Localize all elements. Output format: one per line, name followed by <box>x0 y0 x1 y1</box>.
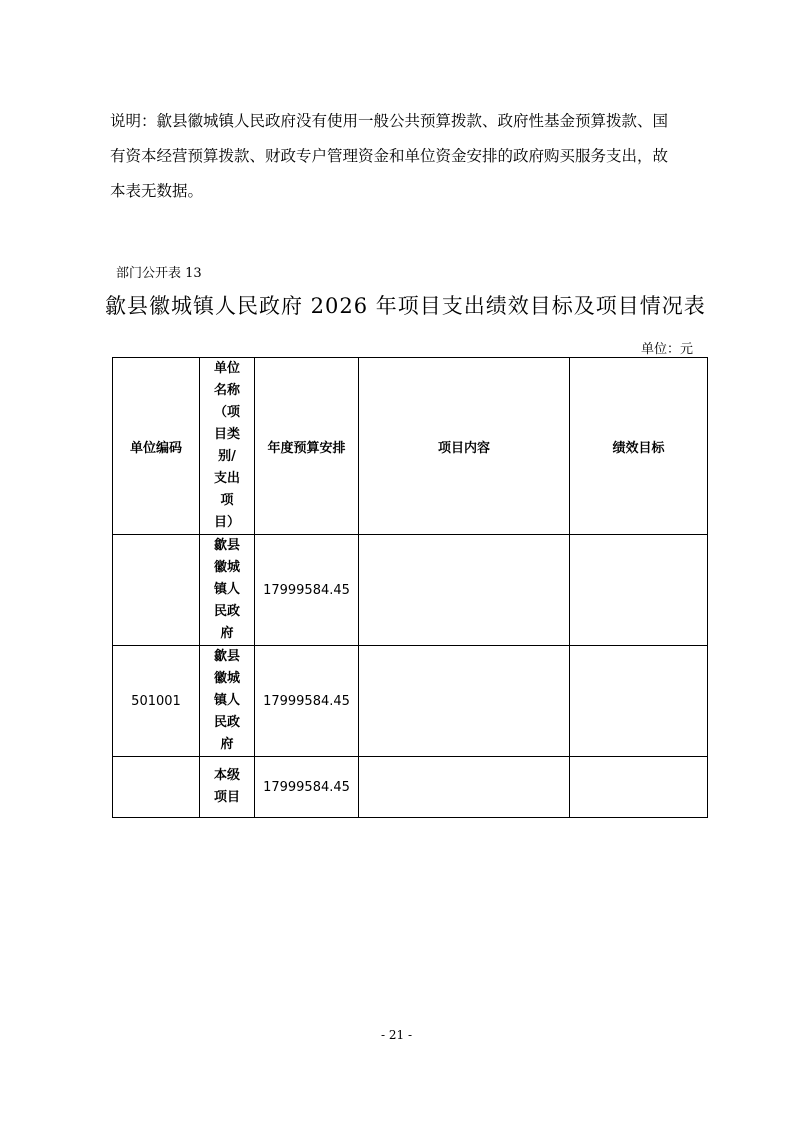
cell-unit-name-text: 歙县徽城镇人民政府 <box>213 649 240 752</box>
table-label: 部门公开表 13 <box>116 266 202 281</box>
cell-unit-name-text: 本级项目 <box>213 768 240 805</box>
header-unit-code: 单位编码 <box>113 358 200 535</box>
cell-unit-name <box>200 646 255 757</box>
note-line: 本表无数据。 <box>110 182 204 200</box>
cell-content <box>359 646 570 757</box>
header-row <box>113 358 708 535</box>
cell-unit-name <box>200 535 255 646</box>
project-performance-table <box>112 357 708 818</box>
header-project-content: 项目内容 <box>359 358 570 535</box>
table-row <box>113 535 708 646</box>
cell-content <box>359 757 570 818</box>
header-annual-budget: 年度预算安排 <box>255 358 359 535</box>
cell-unit-name-text: 歙县徽城镇人民政府 <box>213 538 240 641</box>
cell-target <box>570 757 708 818</box>
cell-budget: 17999584.45 <box>255 757 359 818</box>
table-row <box>113 646 708 757</box>
cell-budget: 17999584.45 <box>255 535 359 646</box>
cell-target <box>570 646 708 757</box>
cell-target <box>570 535 708 646</box>
note-line: 说明：歙县徽城镇人民政府没有使用一般公共预算拨款、政府性基金预算拨款、国 <box>110 112 669 130</box>
cell-content <box>359 535 570 646</box>
cell-unit-name <box>200 757 255 818</box>
cell-unit-code <box>113 757 200 818</box>
cell-budget: 17999584.45 <box>255 646 359 757</box>
page-title: 歙县徽城镇人民政府 2026 年项目支出绩效目标及项目情况表 <box>105 294 706 318</box>
header-unit-name <box>200 358 255 535</box>
page-number: - 21 - <box>380 1028 412 1042</box>
header-performance-target: 绩效目标 <box>570 358 708 535</box>
note-line: 有资本经营预算拨款、财政专户管理资金和单位资金安排的政府购买服务支出，故 <box>110 147 669 165</box>
explanation-note <box>110 104 696 209</box>
cell-unit-code <box>113 535 200 646</box>
unit-label: 单位：元 <box>640 342 693 357</box>
table-row <box>113 757 708 818</box>
header-unit-name-text: 单位名称（项目类别/支出项目） <box>213 361 240 530</box>
cell-unit-code: 501001 <box>113 646 200 757</box>
